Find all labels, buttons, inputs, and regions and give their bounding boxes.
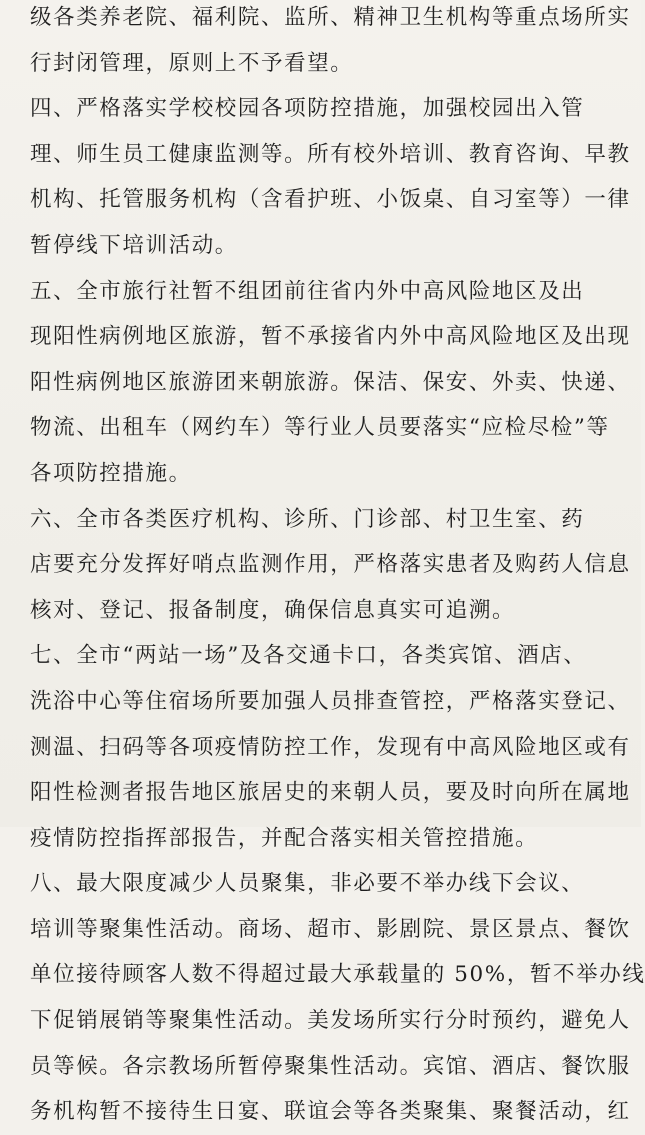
text-line: 四、严格落实学校校园各项防控措施，加强校园出入管 <box>30 96 585 122</box>
text-line: 核对、登记、报备制度，确保信息真实可追溯。 <box>30 597 516 623</box>
text-line: 各项防控措施。 <box>30 460 192 486</box>
text-line: 八、最大限度减少人员聚集，非必要不举办线下会议、 <box>30 871 585 897</box>
text-line: 阳性检测者报告地区旅居史的来朝人员，要及时向所在属地 <box>30 780 631 806</box>
text-line: 级各类养老院、福利院、监所、精神卫生机构等重点场所实 <box>30 5 631 30</box>
text-line: 现阳性病例地区旅游，暂不承接省内外中高风险地区及出现 <box>30 324 631 350</box>
text-line: 洗浴中心等住宿场所要加强人员排查管控，严格落实登记、 <box>30 688 631 714</box>
text-line: 务机构暂不接待生日宴、联谊会等各类聚集、聚餐活动，红 <box>30 1099 631 1125</box>
text-line: 暂停线下培训活动。 <box>30 232 238 258</box>
text-line: 阳性病例地区旅游团来朝旅游。保洁、保安、外卖、快递、 <box>30 369 631 395</box>
text-line: 店要充分发挥好哨点监测作用，严格落实患者及购药人信息 <box>30 552 631 578</box>
text-line: 行封闭管理，原则上不予看望。 <box>30 50 354 76</box>
text-line: 疫情防控指挥部报告，并配合落实相关管控措施。 <box>30 825 539 851</box>
text-line: 五、全市旅行社暂不组团前往省内外中高风险地区及出 <box>30 278 585 304</box>
text-line: 物流、出租车（网约车）等行业人员要落实“应检尽检”等 <box>30 415 610 441</box>
text-line: 下促销展销等聚集性活动。美发场所实行分时预约，避免人 <box>30 1008 631 1034</box>
text-line: 培训等聚集性活动。商场、超市、影剧院、景区景点、餐饮 <box>30 916 631 942</box>
text-line: 机构、托管服务机构（含看护班、小饭桌、自习室等）一律 <box>30 187 631 213</box>
text-line: 单位接待顾客人数不得超过最大承载量的 50%，暂不举办线 <box>30 962 645 988</box>
text-line: 七、全市“两站一场”及各交通卡口，各类宾馆、酒店、 <box>30 643 587 669</box>
text-line: 理、师生员工健康监测等。所有校外培训、教育咨询、早教 <box>30 141 631 167</box>
text-line: 员等候。各宗教场所暂停聚集性活动。宾馆、酒店、餐饮服 <box>30 1053 631 1079</box>
text-line: 六、全市各类医疗机构、诊所、门诊部、村卫生室、药 <box>30 506 585 532</box>
document-body <box>30 0 645 1135</box>
text-line: 测温、扫码等各项疫情防控工作，发现有中高风险地区或有 <box>30 734 631 760</box>
